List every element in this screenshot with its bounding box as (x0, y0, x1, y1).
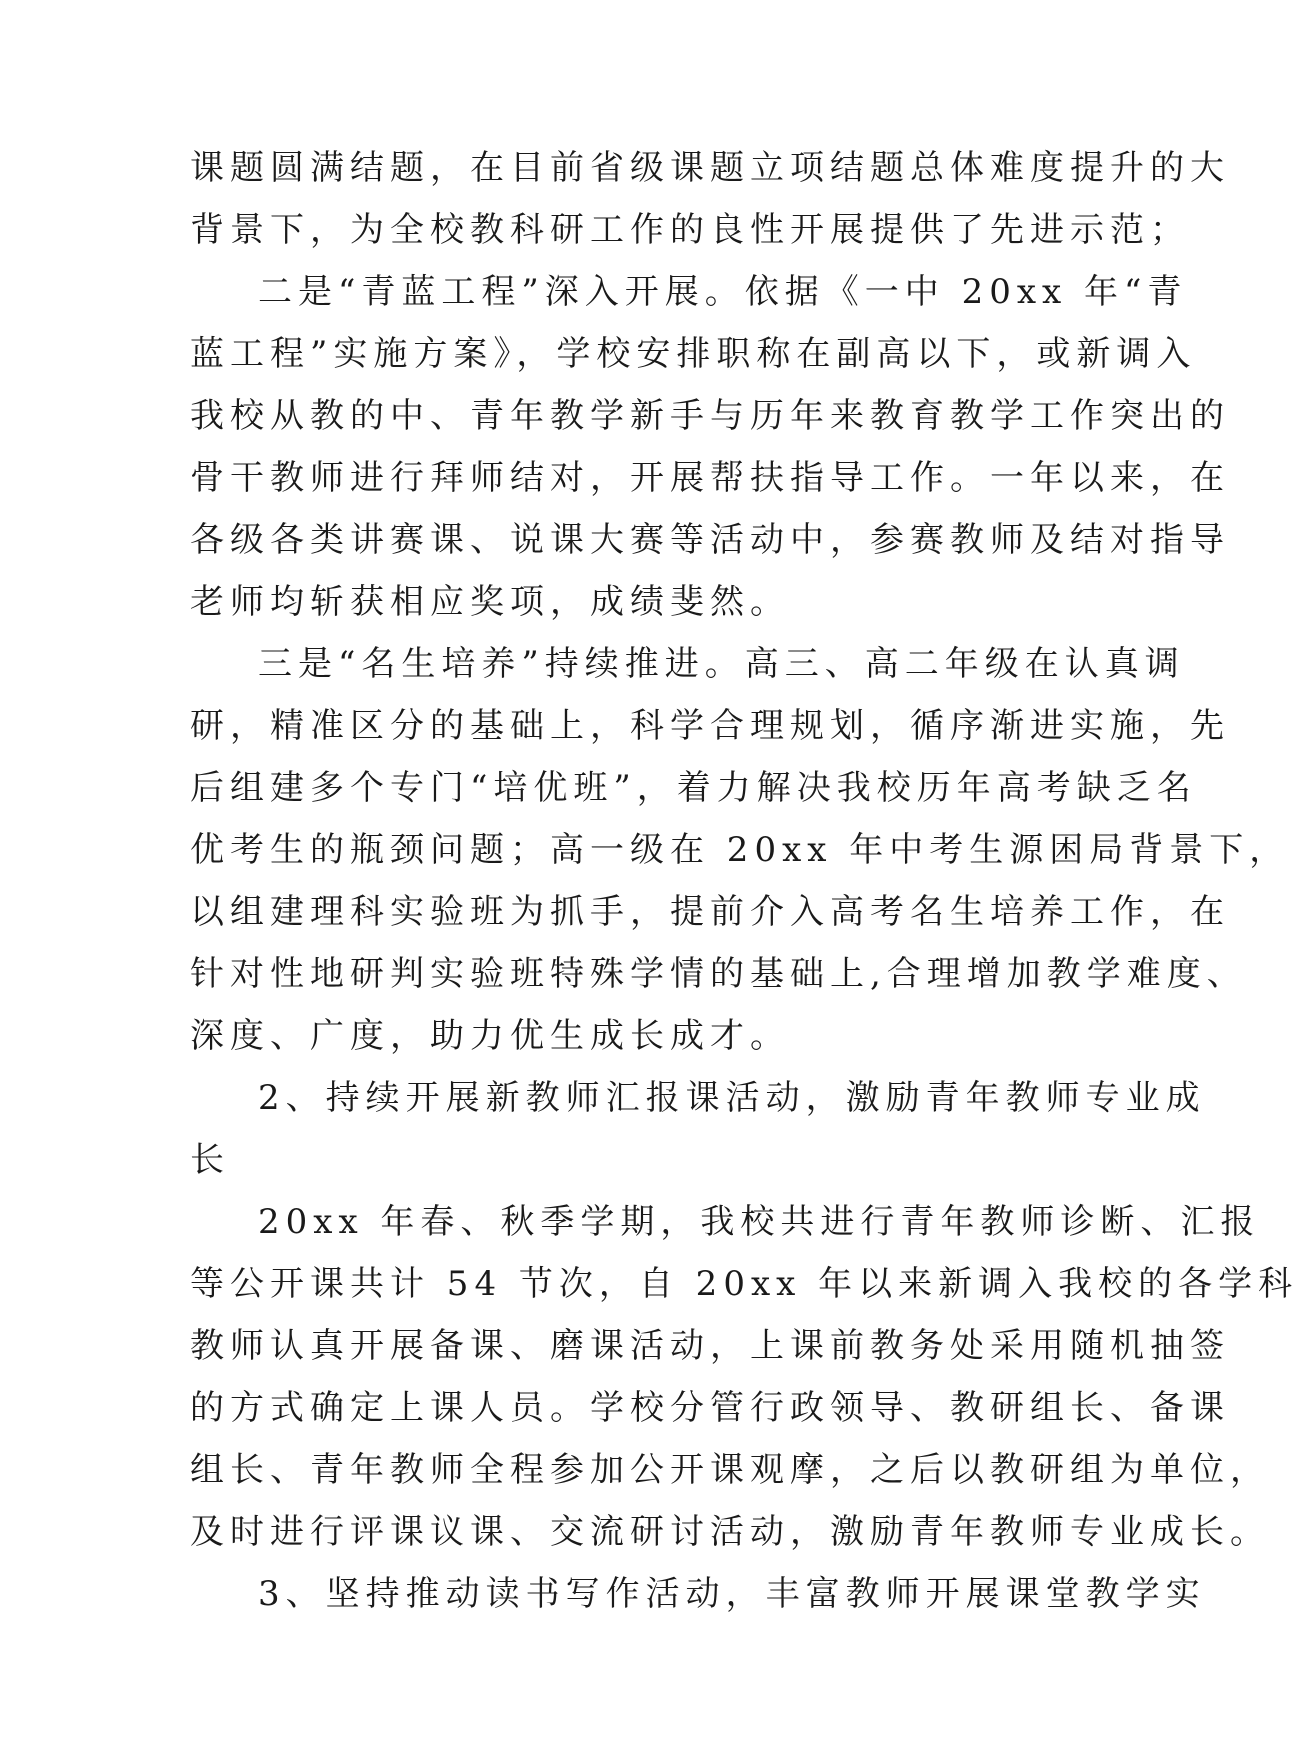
text-line: 课题圆满结题，在目前省级课题立项结题总体难度提升的大 (190, 148, 1230, 188)
text-line: 优考生的瓶颈问题；高一级在 20xx 年中考生源困局背景下， (190, 830, 1290, 870)
text-line: 及时进行评课议课、交流研讨活动，激励青年教师专业成长。 (190, 1512, 1270, 1552)
text-line: 教师认真开展备课、磨课活动，上课前教务处采用随机抽签 (190, 1326, 1230, 1366)
text-line: 蓝工程”实施方案》，学校安排职称在副高以下，或新调入 (190, 334, 1197, 374)
text-line: 以组建理科实验班为抓手，提前介入高考名生培养工作，在 (190, 892, 1230, 932)
text-line: 等公开课共计 54 节次，自 20xx 年以来新调入我校的各学科 (190, 1264, 1298, 1304)
text-line: 背景下，为全校教科研工作的良性开展提供了先进示范； (190, 210, 1190, 250)
text-line: 针对性地研判实验班特殊学情的基础上,合理增加教学难度、 (190, 954, 1247, 994)
text-line: 后组建多个专门“培优班”，着力解决我校历年高考缺乏名 (190, 768, 1197, 808)
text-line: 我校从教的中、青年教学新手与历年来教育教学工作突出的 (190, 396, 1230, 436)
text-line: 骨干教师进行拜师结对，开展帮扶指导工作。一年以来，在 (190, 458, 1230, 498)
text-line: 二是“青蓝工程”深入开展。依据《一中 20xx 年“青 (258, 272, 1188, 312)
text-line: 各级各类讲赛课、说课大赛等活动中，参赛教师及结对指导 (190, 520, 1230, 560)
text-line: 深度、广度，助力优生成长成才。 (190, 1016, 790, 1056)
text-line: 组长、青年教师全程参加公开课观摩，之后以教研组为单位， (190, 1450, 1270, 1490)
text-line: 三是“名生培养”持续推进。高三、高二年级在认真调 (258, 644, 1185, 684)
text-line: 20xx 年春、秋季学期，我校共进行青年教师诊断、汇报 (258, 1202, 1261, 1242)
text-line: 长 (190, 1140, 230, 1180)
text-line: 2、持续开展新教师汇报课活动，激励青年教师专业成 (258, 1078, 1206, 1118)
text-line: 老师均斩获相应奖项，成绩斐然。 (190, 582, 790, 622)
text-line: 3、坚持推动读书写作活动，丰富教师开展课堂教学实 (258, 1574, 1206, 1614)
text-line: 研，精准区分的基础上，科学合理规划，循序渐进实施，先 (190, 706, 1230, 746)
text-line: 的方式确定上课人员。学校分管行政领导、教研组长、备课 (190, 1388, 1230, 1428)
